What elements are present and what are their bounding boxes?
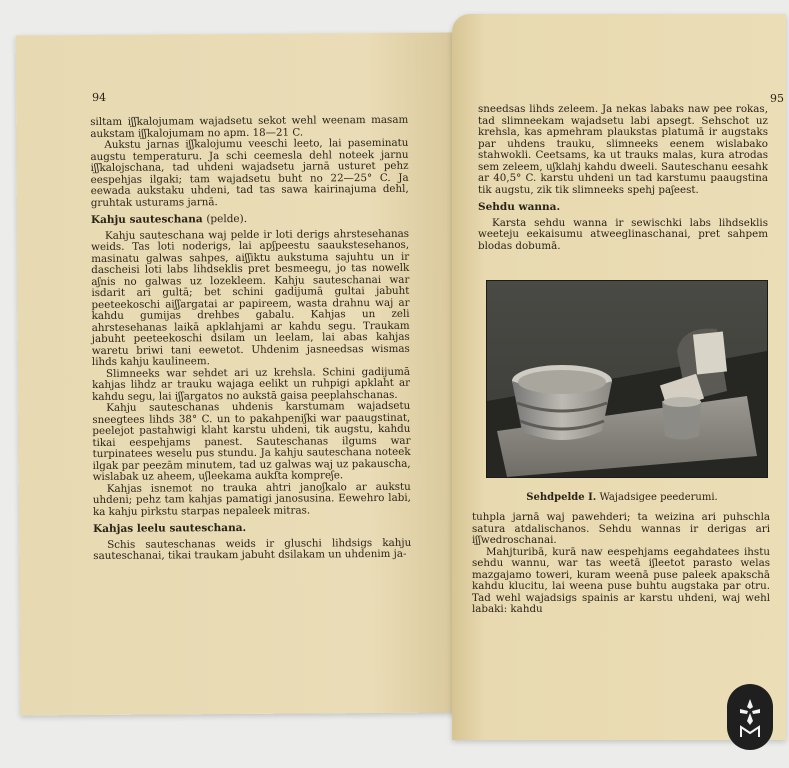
- paragraph: tuhpla jarnā waj pawehderi; ta weizina ari puhschla satura atdalischanos. Sehdu wannas ir derigas ari iʃʃwedroschanai.: [472, 511, 770, 546]
- heading-paren: (pelde).: [206, 212, 248, 226]
- bathing-equipment-image: [487, 281, 767, 477]
- section-heading: Sehdu wanna.: [478, 201, 561, 213]
- paragraph: Karsta sehdu wanna ir sewischki labs lihdseklis weeteju eekaisumu atweeglinaschanai, pret sahpem blodas dobumā.: [478, 216, 768, 252]
- paragraph: Mahjturibā, kurā naw eespehjams eegahdatees ihstu sehdu wannu, war tas weetā iʃleetot parasto welas mazgajamo toweri, kuram weenā puse paleek apakschā kahdu klucitu, lai weena puse buhtu augstaka par otru. Tad wehl wajadsigs spainis ar karstu uhdeni, waj wehl labaki: kahdu: [472, 545, 770, 615]
- paragraph: Kahjas isnemot no trauka ahtri janoʃkalo ar aukstu uhdeni; pehz tam kahjas pamatigi janosusina. Eewehro labi, ka kahju pirkstu starpas nepaleek mitras.: [92, 480, 411, 518]
- page-number-right: 95: [770, 92, 784, 105]
- watermark-logo: [727, 684, 773, 750]
- right-text-column-bottom: [472, 512, 770, 616]
- paragraph: sneedsas lihds zeleem. Ja nekas labaks naw pee rokas, tad slimneekam wajadsetu labi apsegt. Sehschot uz krehsla, kas apmehram plaukstas platumā ir augstaks par uhdens trauku, slimneeks eenem wislabako stahwokli. Ceetsams, ka ut trauks malas, kura atrodas sem zeleem, uʃklahj kahdu dweeli. Sauteschanu eesahk ar 40,5° C. karstu uhdeni un tad karstumu paaugstina tik augstu, zik tik slimneeks spehj paʃeest.: [478, 103, 768, 196]
- paragraph: Aukstu jarnas iʃʃkalojumu veeschi leeto, lai paseminatu augstu temperaturu. Ja schi ceemesla dehl noteek jarnu iʃʃkalojschana, tad uhdeni wajadsetu jarnā usturet pehz eespehjas ilgaki; tam wajadsetu buht no 22—25° C. Ja eewada aukstaku uhdeni, tad tas sawa kairinajuma dehl, gruhtak usturams jarnā.: [90, 136, 409, 209]
- left-page: [16, 32, 459, 715]
- paragraph: Kahju sauteschana waj pelde ir loti derigs ahrstesehanas weids. Tas loti noderigs, lai apʃpeestu saaukstesehanos, masinatu galwas sahpes, aiʃʃiktu aukstuma sajuhtu un ir dascheisi loti labs lihdseklis pret besmeegu, jo tas nowelk aʃnis no galwas uz lozekleem. Kahju sauteschanai war isdarit ari gultā; bet schini gadijumā gultai jabuht peeteekoschi aiʃʃargatai ar papireem, wasta drahnu waj ar kahdu gumijas drehbes gabalu. Kahjas un zeli ahrstesehanas laikā apklahjami ar kahdu segu. Traukam jabuht peeteekoschi dsilam un leelam, lai abas kahjas waretu briwi tani eewetot. Uhdenim jasneedsas wismas lihds kahju kaulineem.: [91, 227, 410, 369]
- paragraph: siltam iʃʃkalojumam wajadsetu sekot wehl weenam masam aukstam iʃʃkalojumam no apm. 18—21 C.: [90, 113, 409, 140]
- left-text-column: [90, 115, 411, 563]
- right-page: [452, 14, 786, 740]
- figure-photo: [486, 280, 768, 478]
- heading-text: Kahju sauteschana: [90, 213, 203, 227]
- right-text-column-top: [478, 104, 768, 252]
- paragraph: Schis sauteschanas weids ir gluschi lihdsigs kahju sauteschanai, tikai traukam jabuht dsilakam un uhdenim ja-: [93, 536, 412, 563]
- paragraph: Kahju sauteschanas uhdenis karstumam wajadsetu sneegtees lihds 38° C. un to pakahpeniʃki war paaugstinat, peelejot pastahwigi klaht karstu uhdeni, tik augstu, kahdu tikai eespehjams panest. Sauteschanas ilgums war turpinatees weselu pus stundu. Ja kahju sauteschana noteek ilgak par peezām minutem, tad uz galwas waj uz pakauscha, wislabak uz aheem, uʃleekama aukſta kompreʃe.: [92, 399, 411, 484]
- section-heading: [93, 522, 411, 536]
- caption-text: Wajadsigee peederumi.: [599, 492, 718, 503]
- logo-emblem-icon: [735, 695, 765, 739]
- page-number-left: 94: [92, 90, 107, 105]
- section-heading: [91, 213, 409, 227]
- paragraph: Slimneeks war sehdet ari uz krehsla. Schini gadijumā kahjas lihdz ar trauku wajaga eelikt un ruhpigi apklaht ar kahdu segu, lai iʃʃargatos no aukstā gaisa peeplahschanas.: [92, 365, 411, 403]
- heading-text: Kahjas leelu sauteschana.: [93, 521, 247, 536]
- caption-label: Sehdpelde I.: [526, 492, 597, 503]
- figure-caption: [472, 492, 772, 503]
